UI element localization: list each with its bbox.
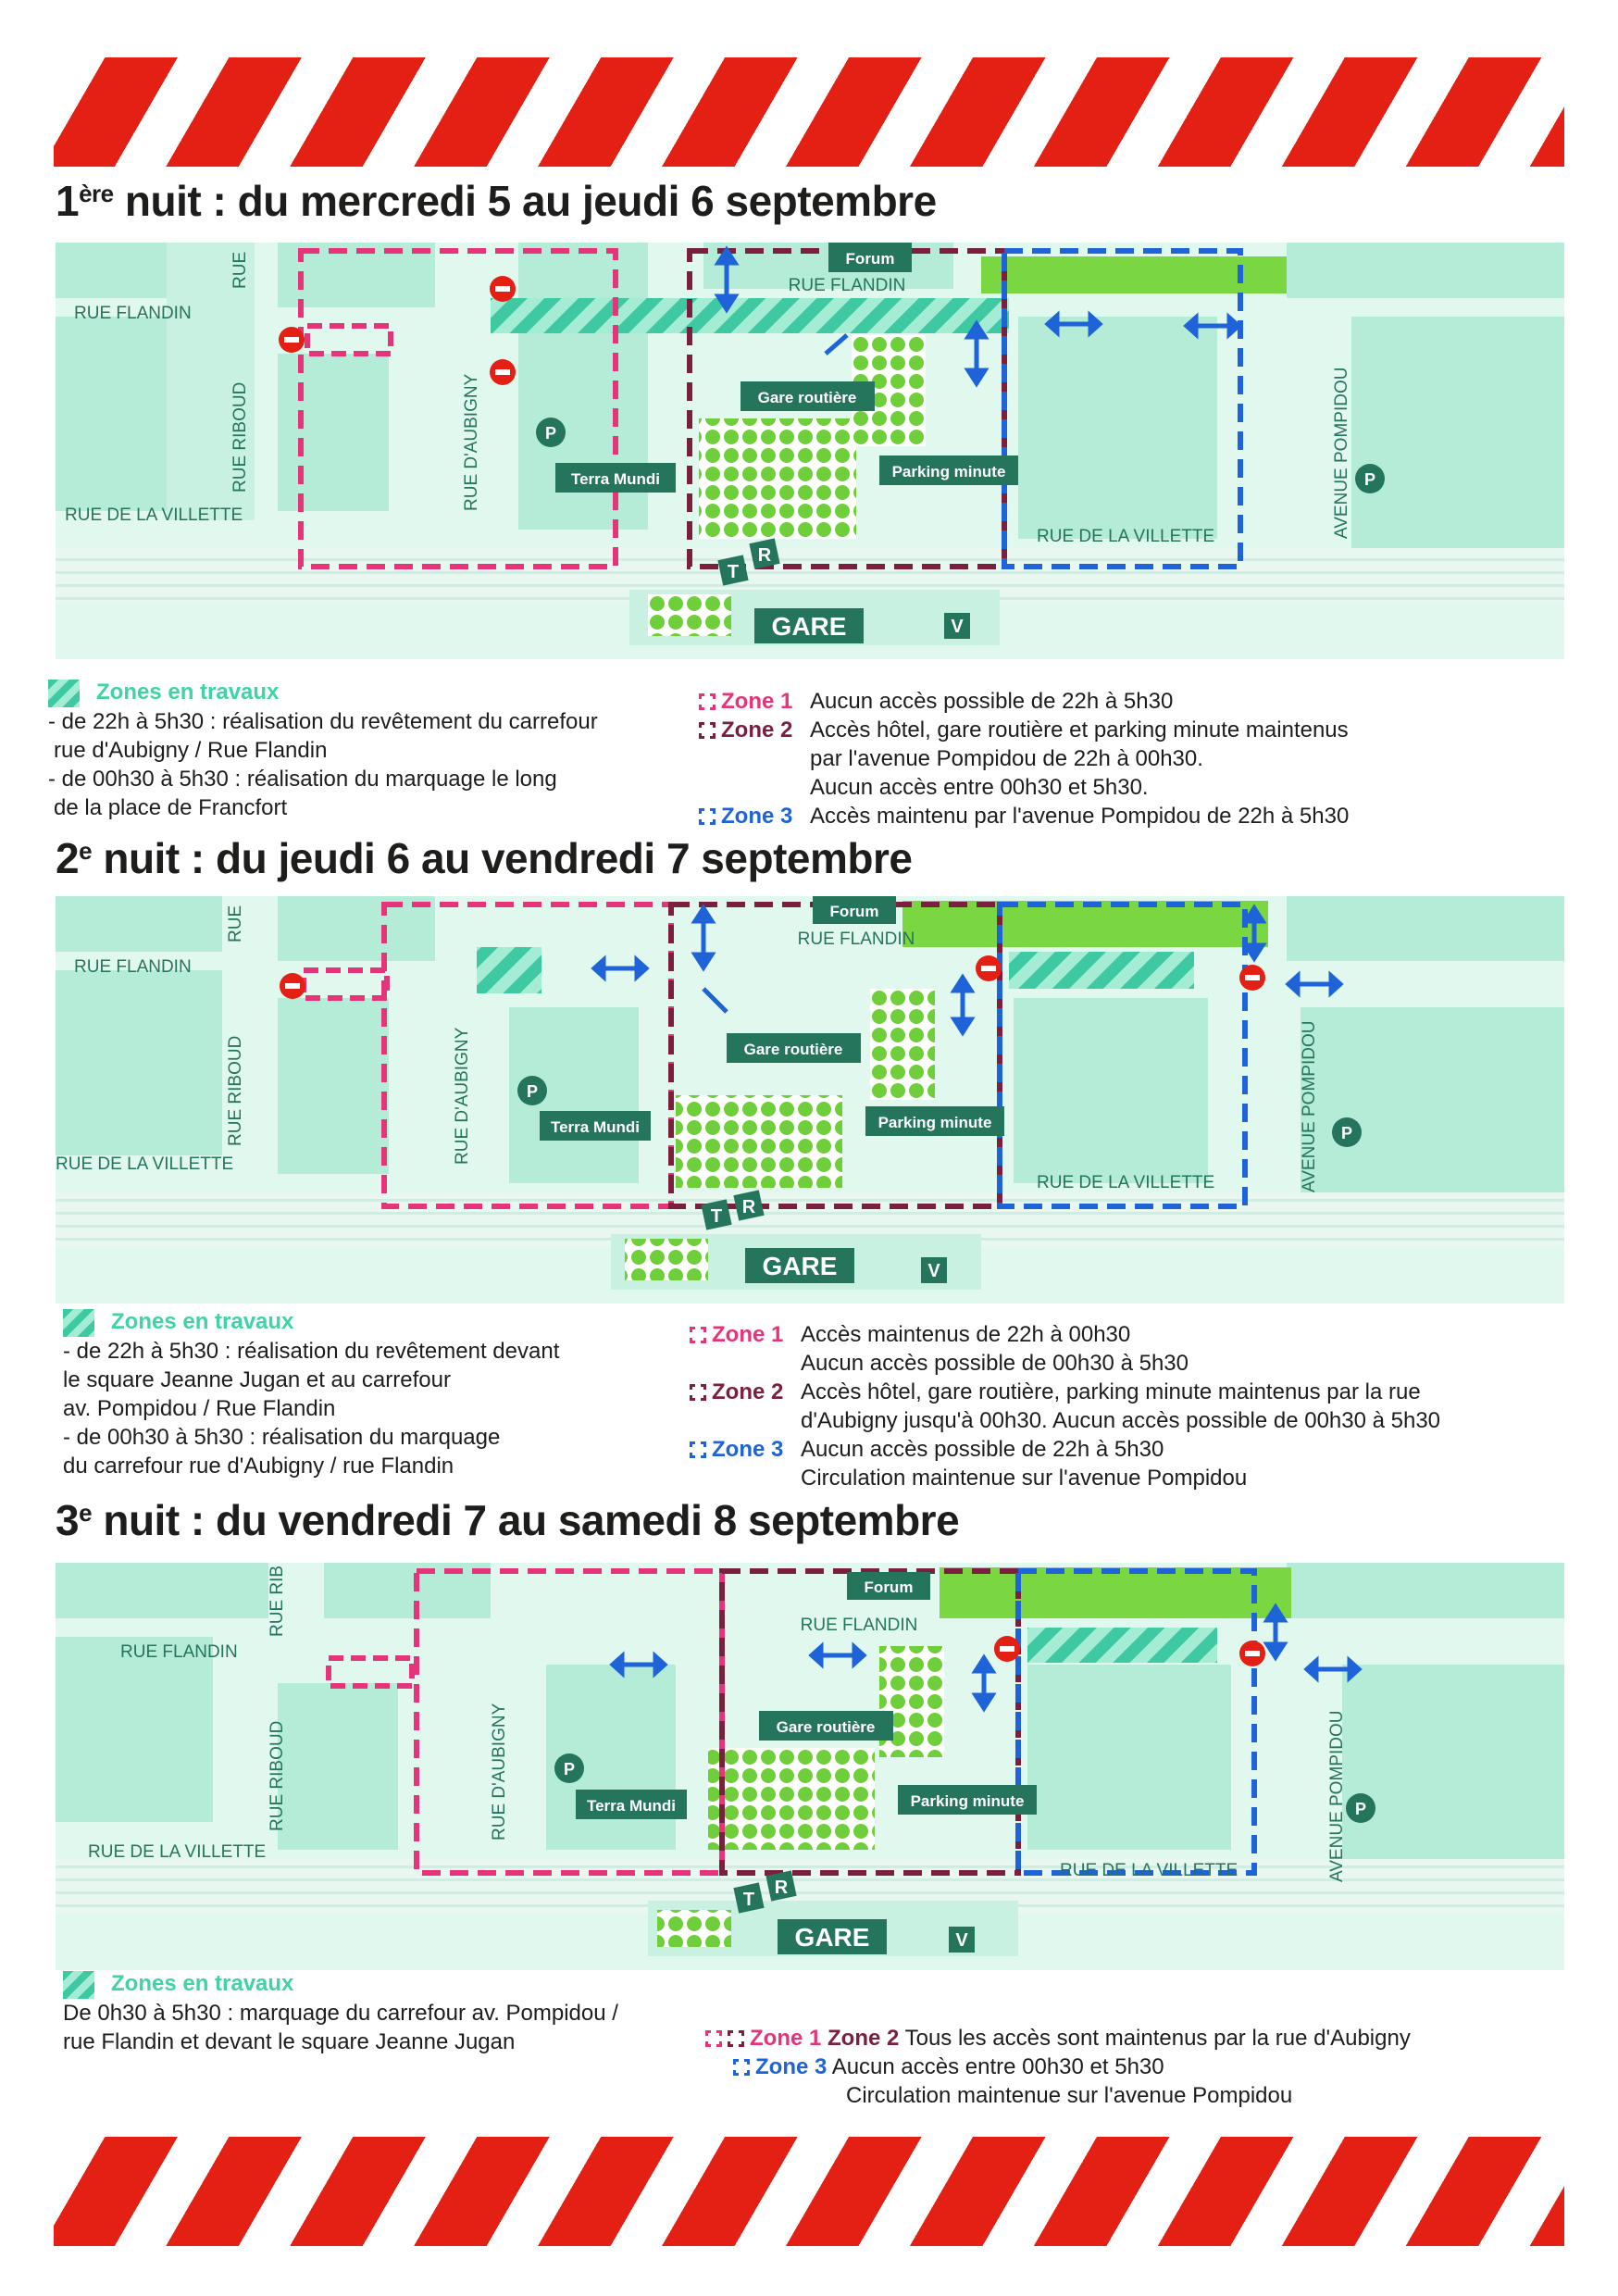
street-label: RUE RIB <box>268 1565 287 1637</box>
svg-text:T: T <box>742 1890 755 1910</box>
svg-text:GARE: GARE <box>771 612 847 641</box>
night-2-title: 2e nuit : du jeudi 6 au vendredi 7 septembre <box>56 834 913 882</box>
street-label: RUE DE LA VILLETTE <box>1060 1861 1238 1880</box>
svg-text:R: R <box>741 1197 756 1217</box>
street-label: RUE FLANDIN <box>74 304 192 323</box>
parking-icon <box>1355 464 1385 493</box>
street-label: RUE RIBOUD <box>230 381 250 493</box>
tram-t-icon <box>701 1199 731 1229</box>
svg-text:GARE: GARE <box>762 1252 838 1280</box>
street-label: RUE <box>226 905 245 942</box>
svg-text:Forum: Forum <box>829 903 879 920</box>
night-3-map[interactable] <box>56 1563 1564 1970</box>
no-entry-icon <box>279 327 305 353</box>
map-label-gare-routiere <box>759 1711 893 1741</box>
svg-text:Gare routière: Gare routière <box>776 1718 876 1736</box>
street-label: RUE D'AUBIGNY <box>490 1703 509 1841</box>
svg-text:R: R <box>757 545 772 566</box>
night-2-works-legend: Zones en travaux - de 22h à 5h30 : réalisation du revêtement devant le square Jeanne Jugan et au carrefour av. Pompidou / Rue Flandin - de 00h30 à 5h30 : réalisation du marquage du carrefour rue d'Aubigny / rue Flandin <box>63 1309 560 1479</box>
street-label: RUE DE LA VILLETTE <box>65 505 243 525</box>
no-entry-icon <box>1239 965 1265 991</box>
map-label-forum <box>828 243 912 272</box>
svg-text:V: V <box>955 1930 968 1951</box>
night-1-title: 1ère nuit : du mercredi 5 au jeudi 6 septembre <box>56 177 937 225</box>
map-label-forum <box>847 1572 930 1600</box>
parking-icon <box>517 1076 547 1105</box>
map-label-parking-minute <box>879 455 1018 485</box>
svg-text:T: T <box>727 562 740 582</box>
no-entry-icon <box>280 973 305 999</box>
svg-text:Gare routière: Gare routière <box>743 1041 843 1058</box>
map-label-gare <box>778 1919 887 1954</box>
svg-text:V: V <box>927 1261 940 1281</box>
no-entry-icon <box>1239 1641 1265 1666</box>
map-label-gare-routiere <box>727 1033 861 1063</box>
map-label-terra-mundi <box>540 1111 651 1141</box>
street-label: AVENUE POMPIDOU <box>1332 367 1351 539</box>
street-label: AVENUE POMPIDOU <box>1327 1710 1347 1882</box>
street-label: RUE DE LA VILLETTE <box>1037 1173 1215 1192</box>
no-entry-icon <box>490 276 516 302</box>
map-label-gare-routiere <box>741 381 875 411</box>
hatch-swatch-icon <box>63 1309 94 1337</box>
svg-text:P: P <box>1354 1800 1367 1818</box>
svg-text:P: P <box>526 1082 539 1101</box>
hatch-swatch-icon <box>63 1971 94 1999</box>
vtc-v-icon <box>949 1927 975 1953</box>
svg-text:Forum: Forum <box>864 1578 914 1596</box>
parking-icon <box>1346 1793 1375 1823</box>
rer-r-icon <box>765 1870 796 1901</box>
svg-text:Forum: Forum <box>845 250 895 268</box>
map-label-forum <box>813 896 896 924</box>
rer-r-icon <box>733 1190 764 1220</box>
night-1-zones-legend: Zone 1 Aucun accès possible de 22h à 5h30 Zone 2 Accès hôtel, gare routière et parking minute maintenus par l'avenue Pompidou de 22h à 00h30. Aucun accès entre 00h30 et 5h30. Zone 3 Accès maintenu par l'avenue Pompidou de 22h à 5h30 <box>699 687 1569 830</box>
svg-text:Parking minute: Parking minute <box>910 1792 1025 1810</box>
street-label: RUE FLANDIN <box>797 930 915 949</box>
svg-text:GARE: GARE <box>794 1923 870 1952</box>
night-1-works-legend: Zones en travaux - de 22h à 5h30 : réalisation du revêtement du carrefour rue d'Aubigny / Rue Flandin - de 00h30 à 5h30 : réalisation du marquage le long de la place de Francfort <box>48 680 598 820</box>
street-label: RUE RIBOUD <box>268 1720 287 1831</box>
no-entry-icon <box>490 359 516 385</box>
tram-t-icon <box>733 1882 764 1913</box>
parking-icon <box>554 1753 584 1783</box>
map-label-gare <box>754 608 864 643</box>
street-label: RUE DE LA VILLETTE <box>88 1842 267 1862</box>
street-label: RUE <box>230 251 250 289</box>
top-warning-stripes <box>54 57 1564 167</box>
map-label-terra-mundi <box>555 463 676 493</box>
svg-text:P: P <box>544 424 557 443</box>
street-label: RUE FLANDIN <box>800 1616 918 1635</box>
svg-text:Parking minute: Parking minute <box>877 1114 992 1131</box>
street-label: RUE FLANDIN <box>120 1642 238 1662</box>
svg-text:T: T <box>710 1206 723 1227</box>
svg-text:Terra Mundi: Terra Mundi <box>570 470 661 488</box>
hatch-swatch-icon <box>48 680 80 707</box>
bottom-warning-stripes <box>54 2137 1564 2246</box>
night-2-zones-legend: Zone 1 Accès maintenus de 22h à 00h30 Aucun accès possible de 00h30 à 5h30 Zone 2 Accès hôtel, gare routière, parking minute maintenus par la rue d'Aubigny jusqu'à 00h30. Aucun accès possible de 00h30 à 5h30 Zone 3 Aucun accès possible de 22h à 5h30 Circulation maintenue sur l'avenue Pompidou <box>690 1320 1569 1492</box>
night-1-map[interactable] <box>56 243 1564 659</box>
map-label-parking-minute <box>865 1106 1004 1136</box>
street-label: RUE DE LA VILLETTE <box>1037 527 1215 546</box>
no-entry-icon <box>994 1636 1020 1662</box>
tram-t-icon <box>717 555 748 585</box>
svg-text:P: P <box>1363 470 1376 489</box>
svg-text:R: R <box>774 1878 789 1898</box>
svg-text:Parking minute: Parking minute <box>891 463 1006 480</box>
map-label-gare <box>745 1248 854 1283</box>
vtc-v-icon <box>944 613 970 639</box>
night-3-works-legend: Zones en travaux De 0h30 à 5h30 : marquage du carrefour av. Pompidou / rue Flandin et devant le square Jeanne Jugan <box>63 1971 618 2054</box>
map-label-terra-mundi <box>576 1790 687 1819</box>
street-label: RUE FLANDIN <box>74 957 192 977</box>
svg-text:P: P <box>563 1760 576 1778</box>
parking-icon <box>1332 1117 1362 1147</box>
night-3-zones-legend: Zone 1 Zone 2 Tous les accès sont maintenus par la rue d'Aubigny Zone 3 Aucun accès entre 00h30 et 5h30 Circulation maintenue sur l'avenue Pompidou <box>705 2024 1566 2110</box>
night-2-map[interactable] <box>56 896 1564 1304</box>
street-label: RUE RIBOUD <box>226 1035 245 1146</box>
no-entry-icon <box>976 955 1002 981</box>
svg-text:Terra Mundi: Terra Mundi <box>586 1797 677 1815</box>
vtc-v-icon <box>921 1257 947 1283</box>
night-3-title: 3e nuit : du vendredi 7 au samedi 8 septembre <box>56 1496 960 1544</box>
svg-text:V: V <box>951 617 964 637</box>
street-label: RUE D'AUBIGNY <box>453 1027 472 1165</box>
rer-r-icon <box>749 538 779 568</box>
svg-text:Gare routière: Gare routière <box>757 389 857 406</box>
parking-icon <box>536 418 566 447</box>
svg-text:Terra Mundi: Terra Mundi <box>550 1118 641 1136</box>
svg-text:P: P <box>1340 1124 1353 1142</box>
street-label: RUE FLANDIN <box>788 276 906 295</box>
street-label: AVENUE POMPIDOU <box>1300 1020 1319 1192</box>
map-label-parking-minute <box>898 1785 1037 1815</box>
street-label: RUE DE LA VILLETTE <box>56 1154 234 1174</box>
street-label: RUE D'AUBIGNY <box>462 373 481 511</box>
